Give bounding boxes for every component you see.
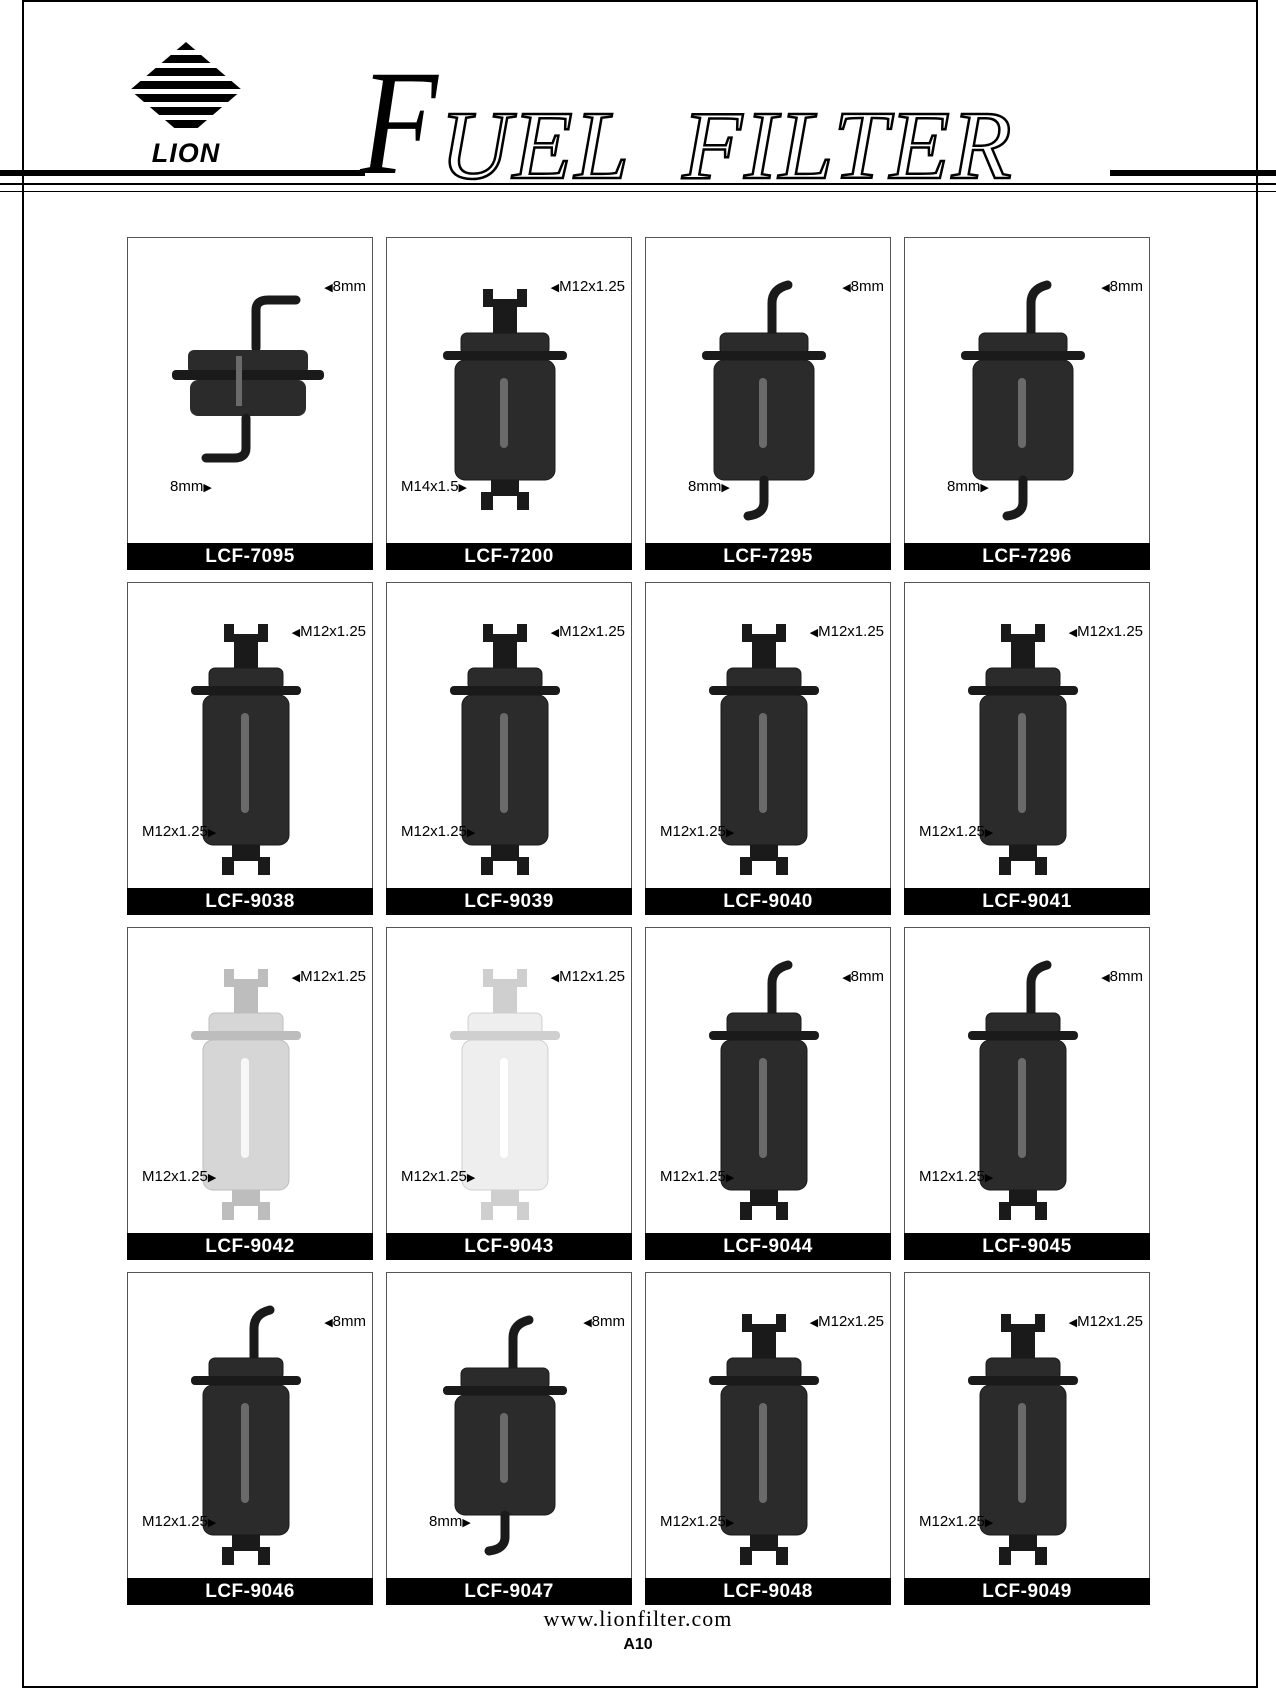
product-code: LCF-9038 (127, 888, 373, 915)
spec-bottom-value: M12x1.25 (660, 1168, 726, 1185)
product-code: LCF-9041 (904, 888, 1150, 915)
spec-bottom-label (429, 1513, 471, 1530)
spec-bottom-label (688, 478, 730, 495)
page-number: A10 (623, 1636, 653, 1653)
spec-bottom-value: 8mm (429, 1513, 463, 1530)
spec-bottom-value: M12x1.25 (919, 823, 985, 840)
spec-top-label (292, 623, 366, 640)
product-card (904, 237, 1150, 570)
spec-bottom-label (919, 1513, 993, 1530)
spec-top-label (551, 623, 625, 640)
arrow-left-icon: ◀ (550, 627, 560, 639)
arrow-right-icon: ▶ (207, 1172, 217, 1184)
spec-top-value: M12x1.25 (559, 623, 625, 640)
spec-bottom-value: M12x1.25 (919, 1513, 985, 1530)
arrow-left-icon: ◀ (1101, 282, 1110, 294)
spec-top-value: 8mm (1109, 278, 1143, 295)
product-card (645, 237, 891, 570)
spec-top-value: 8mm (850, 968, 884, 985)
arrow-left-icon: ◀ (324, 1317, 333, 1329)
spec-top-label (810, 623, 884, 640)
spec-top-value: 8mm (591, 1313, 625, 1330)
spec-bottom-value: M12x1.25 (142, 823, 208, 840)
product-card (386, 237, 632, 570)
arrow-right-icon: ▶ (984, 1172, 994, 1184)
arrow-left-icon: ◀ (291, 627, 301, 639)
arrow-left-icon: ◀ (1068, 627, 1078, 639)
spec-top-label (1101, 968, 1143, 985)
product-card (645, 1272, 891, 1605)
arrow-right-icon: ▶ (984, 827, 994, 839)
arrow-left-icon: ◀ (842, 972, 851, 984)
product-card (904, 927, 1150, 1260)
spec-top-label (583, 1313, 625, 1330)
product-code: LCF-9049 (904, 1578, 1150, 1605)
arrow-left-icon: ◀ (550, 282, 560, 294)
spec-bottom-label (142, 823, 216, 840)
spec-bottom-value: M12x1.25 (142, 1168, 208, 1185)
spec-bottom-value: M12x1.25 (142, 1513, 208, 1530)
spec-bottom-value: M12x1.25 (660, 1513, 726, 1530)
spec-bottom-label (170, 478, 212, 495)
arrow-left-icon: ◀ (550, 972, 560, 984)
product-card (127, 237, 373, 570)
arrow-right-icon: ▶ (203, 482, 212, 494)
spec-top-label (551, 278, 625, 295)
spec-bottom-value: 8mm (947, 478, 981, 495)
spec-bottom-label (401, 823, 475, 840)
spec-top-label (324, 1313, 366, 1330)
spec-bottom-label (401, 1168, 475, 1185)
product-code: LCF-9042 (127, 1233, 373, 1260)
spec-bottom-label (142, 1513, 216, 1530)
page-title-initial: F (360, 40, 438, 206)
spec-bottom-value: 8mm (170, 478, 204, 495)
spec-top-value: M12x1.25 (1077, 1313, 1143, 1330)
product-card (386, 1272, 632, 1605)
product-code: LCF-9047 (386, 1578, 632, 1605)
spec-top-label (810, 1313, 884, 1330)
product-code: LCF-9044 (645, 1233, 891, 1260)
spec-top-value: 8mm (332, 278, 366, 295)
arrow-right-icon: ▶ (725, 1517, 735, 1529)
arrow-left-icon: ◀ (583, 1317, 592, 1329)
arrow-right-icon: ▶ (462, 1517, 471, 1529)
logo-text: LION (151, 138, 221, 168)
product-code: LCF-9039 (386, 888, 632, 915)
spec-top-value: M12x1.25 (818, 1313, 884, 1330)
arrow-left-icon: ◀ (324, 282, 333, 294)
product-card (127, 927, 373, 1260)
arrow-right-icon: ▶ (466, 1172, 476, 1184)
product-card (645, 582, 891, 915)
product-card (386, 582, 632, 915)
product-card (127, 1272, 373, 1605)
product-code: LCF-7200 (386, 543, 632, 570)
lion-logo (128, 40, 244, 170)
product-code: LCF-9040 (645, 888, 891, 915)
arrow-left-icon: ◀ (1068, 1317, 1078, 1329)
product-code: LCF-9043 (386, 1233, 632, 1260)
spec-top-label (324, 278, 366, 295)
product-code: LCF-9046 (127, 1578, 373, 1605)
arrow-right-icon: ▶ (984, 1517, 994, 1529)
spec-bottom-label (660, 1168, 734, 1185)
product-code: LCF-7095 (127, 543, 373, 570)
header-rule-right (1110, 170, 1276, 176)
spec-top-value: M12x1.25 (1077, 623, 1143, 640)
diamond-stripes-icon (128, 40, 244, 138)
spec-bottom-value: M12x1.25 (660, 823, 726, 840)
product-code: LCF-9045 (904, 1233, 1150, 1260)
arrow-right-icon: ▶ (458, 482, 468, 494)
arrow-right-icon: ▶ (725, 1172, 735, 1184)
spec-top-label (551, 968, 625, 985)
arrow-right-icon: ▶ (980, 482, 989, 494)
spec-bottom-label (660, 823, 734, 840)
spec-top-label (1069, 1313, 1143, 1330)
spec-top-value: M12x1.25 (818, 623, 884, 640)
product-card (386, 927, 632, 1260)
product-code: LCF-7295 (645, 543, 891, 570)
page-title-rest: UEL FILTER (440, 92, 1014, 200)
product-code: LCF-7296 (904, 543, 1150, 570)
spec-top-label (842, 968, 884, 985)
website-url: www.lionfilter.com (543, 1606, 733, 1631)
product-card (904, 1272, 1150, 1605)
spec-top-value: M12x1.25 (300, 623, 366, 640)
spec-bottom-value: 8mm (688, 478, 722, 495)
spec-bottom-label (919, 823, 993, 840)
spec-top-value: M12x1.25 (300, 968, 366, 985)
product-card (904, 582, 1150, 915)
arrow-left-icon: ◀ (809, 1317, 819, 1329)
spec-bottom-label (401, 478, 467, 495)
page-title (360, 40, 1120, 206)
arrow-left-icon: ◀ (291, 972, 301, 984)
spec-top-value: 8mm (332, 1313, 366, 1330)
arrow-left-icon: ◀ (842, 282, 851, 294)
arrow-right-icon: ▶ (725, 827, 735, 839)
spec-bottom-label (919, 1168, 993, 1185)
arrow-right-icon: ▶ (207, 1517, 217, 1529)
spec-bottom-label (142, 1168, 216, 1185)
product-card (127, 582, 373, 915)
product-card (645, 927, 891, 1260)
spec-bottom-value: M12x1.25 (401, 1168, 467, 1185)
arrow-left-icon: ◀ (1101, 972, 1110, 984)
spec-top-value: M12x1.25 (559, 968, 625, 985)
spec-bottom-label (660, 1513, 734, 1530)
spec-bottom-value: M12x1.25 (401, 823, 467, 840)
spec-top-value: M12x1.25 (559, 278, 625, 295)
arrow-left-icon: ◀ (809, 627, 819, 639)
spec-bottom-label (947, 478, 989, 495)
header-rule-left (0, 170, 365, 176)
spec-bottom-value: M14x1.5 (401, 478, 459, 495)
spec-bottom-value: M12x1.25 (919, 1168, 985, 1185)
spec-top-label (842, 278, 884, 295)
spec-top-label (292, 968, 366, 985)
arrow-right-icon: ▶ (721, 482, 730, 494)
spec-top-label (1101, 278, 1143, 295)
spec-top-value: 8mm (850, 278, 884, 295)
spec-top-value: 8mm (1109, 968, 1143, 985)
arrow-right-icon: ▶ (466, 827, 476, 839)
product-code: LCF-9048 (645, 1578, 891, 1605)
spec-top-label (1069, 623, 1143, 640)
arrow-right-icon: ▶ (207, 827, 217, 839)
